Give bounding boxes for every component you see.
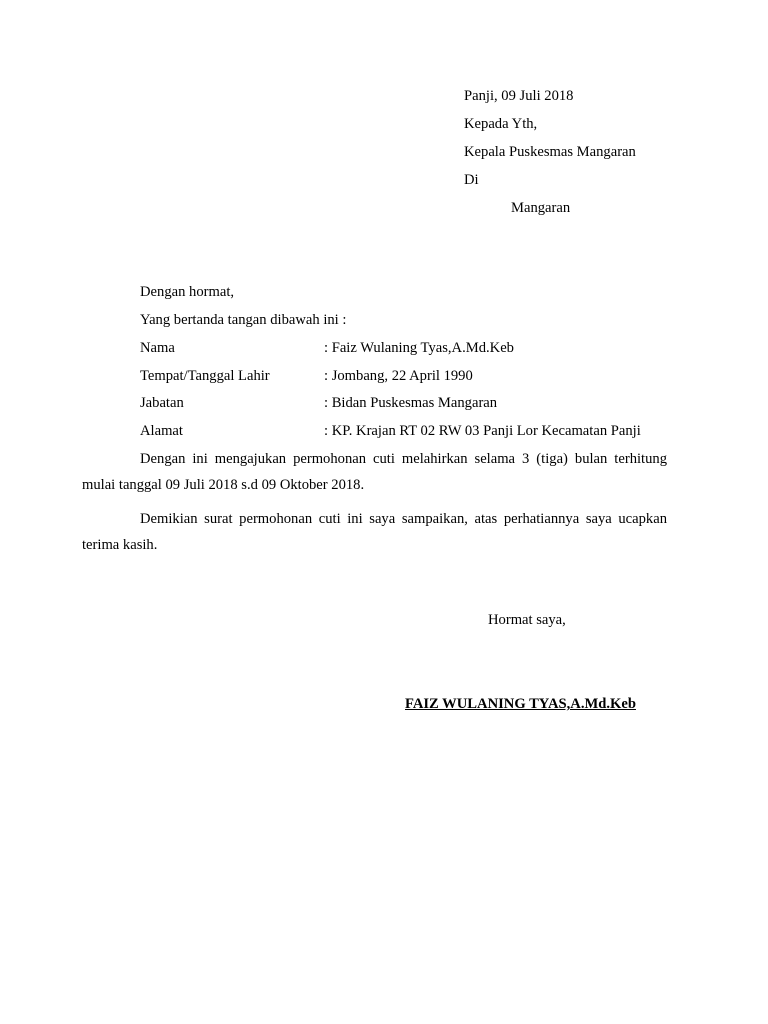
field-label-ttl: Tempat/Tanggal Lahir	[140, 368, 270, 384]
request-paragraph: Dengan ini mengajukan permohonan cuti melahirkan selama 3 (tiga) bulan terhitung mulai tanggal 09 Juli 2018 s.d 09 Oktober 2018.	[82, 451, 667, 493]
field-value-alamat: : KP. Krajan RT 02 RW 03 Panji Lor Kecamatan Panji	[324, 423, 641, 439]
recipient-city: Mangaran	[511, 200, 571, 216]
signature-name: FAIZ WULANING TYAS,A.Md.Keb	[405, 696, 636, 712]
closing-paragraph: Demikian surat permohonan cuti ini saya sampaikan, atas perhatiannya saya ucapkan terima kasih.	[82, 511, 667, 553]
signature-salutation: Hormat saya,	[488, 612, 566, 628]
recipient-at: Di	[464, 172, 479, 188]
greeting: Dengan hormat,	[140, 284, 235, 300]
field-value-ttl: : Jombang, 22 April 1990	[324, 368, 473, 384]
salutation-to: Kepada Yth,	[464, 116, 538, 132]
field-value-jabatan: : Bidan Puskesmas Mangaran	[324, 395, 498, 411]
field-value-nama: : Faiz Wulaning Tyas,A.Md.Keb	[324, 340, 514, 356]
field-label-jabatan: Jabatan	[140, 395, 184, 411]
field-label-alamat: Alamat	[140, 423, 183, 439]
place-date: Panji, 09 Juli 2018	[464, 88, 574, 104]
field-label-nama: Nama	[140, 340, 175, 356]
intro-line: Yang bertanda tangan dibawah ini :	[140, 312, 347, 328]
recipient: Kepala Puskesmas Mangaran	[464, 144, 636, 160]
